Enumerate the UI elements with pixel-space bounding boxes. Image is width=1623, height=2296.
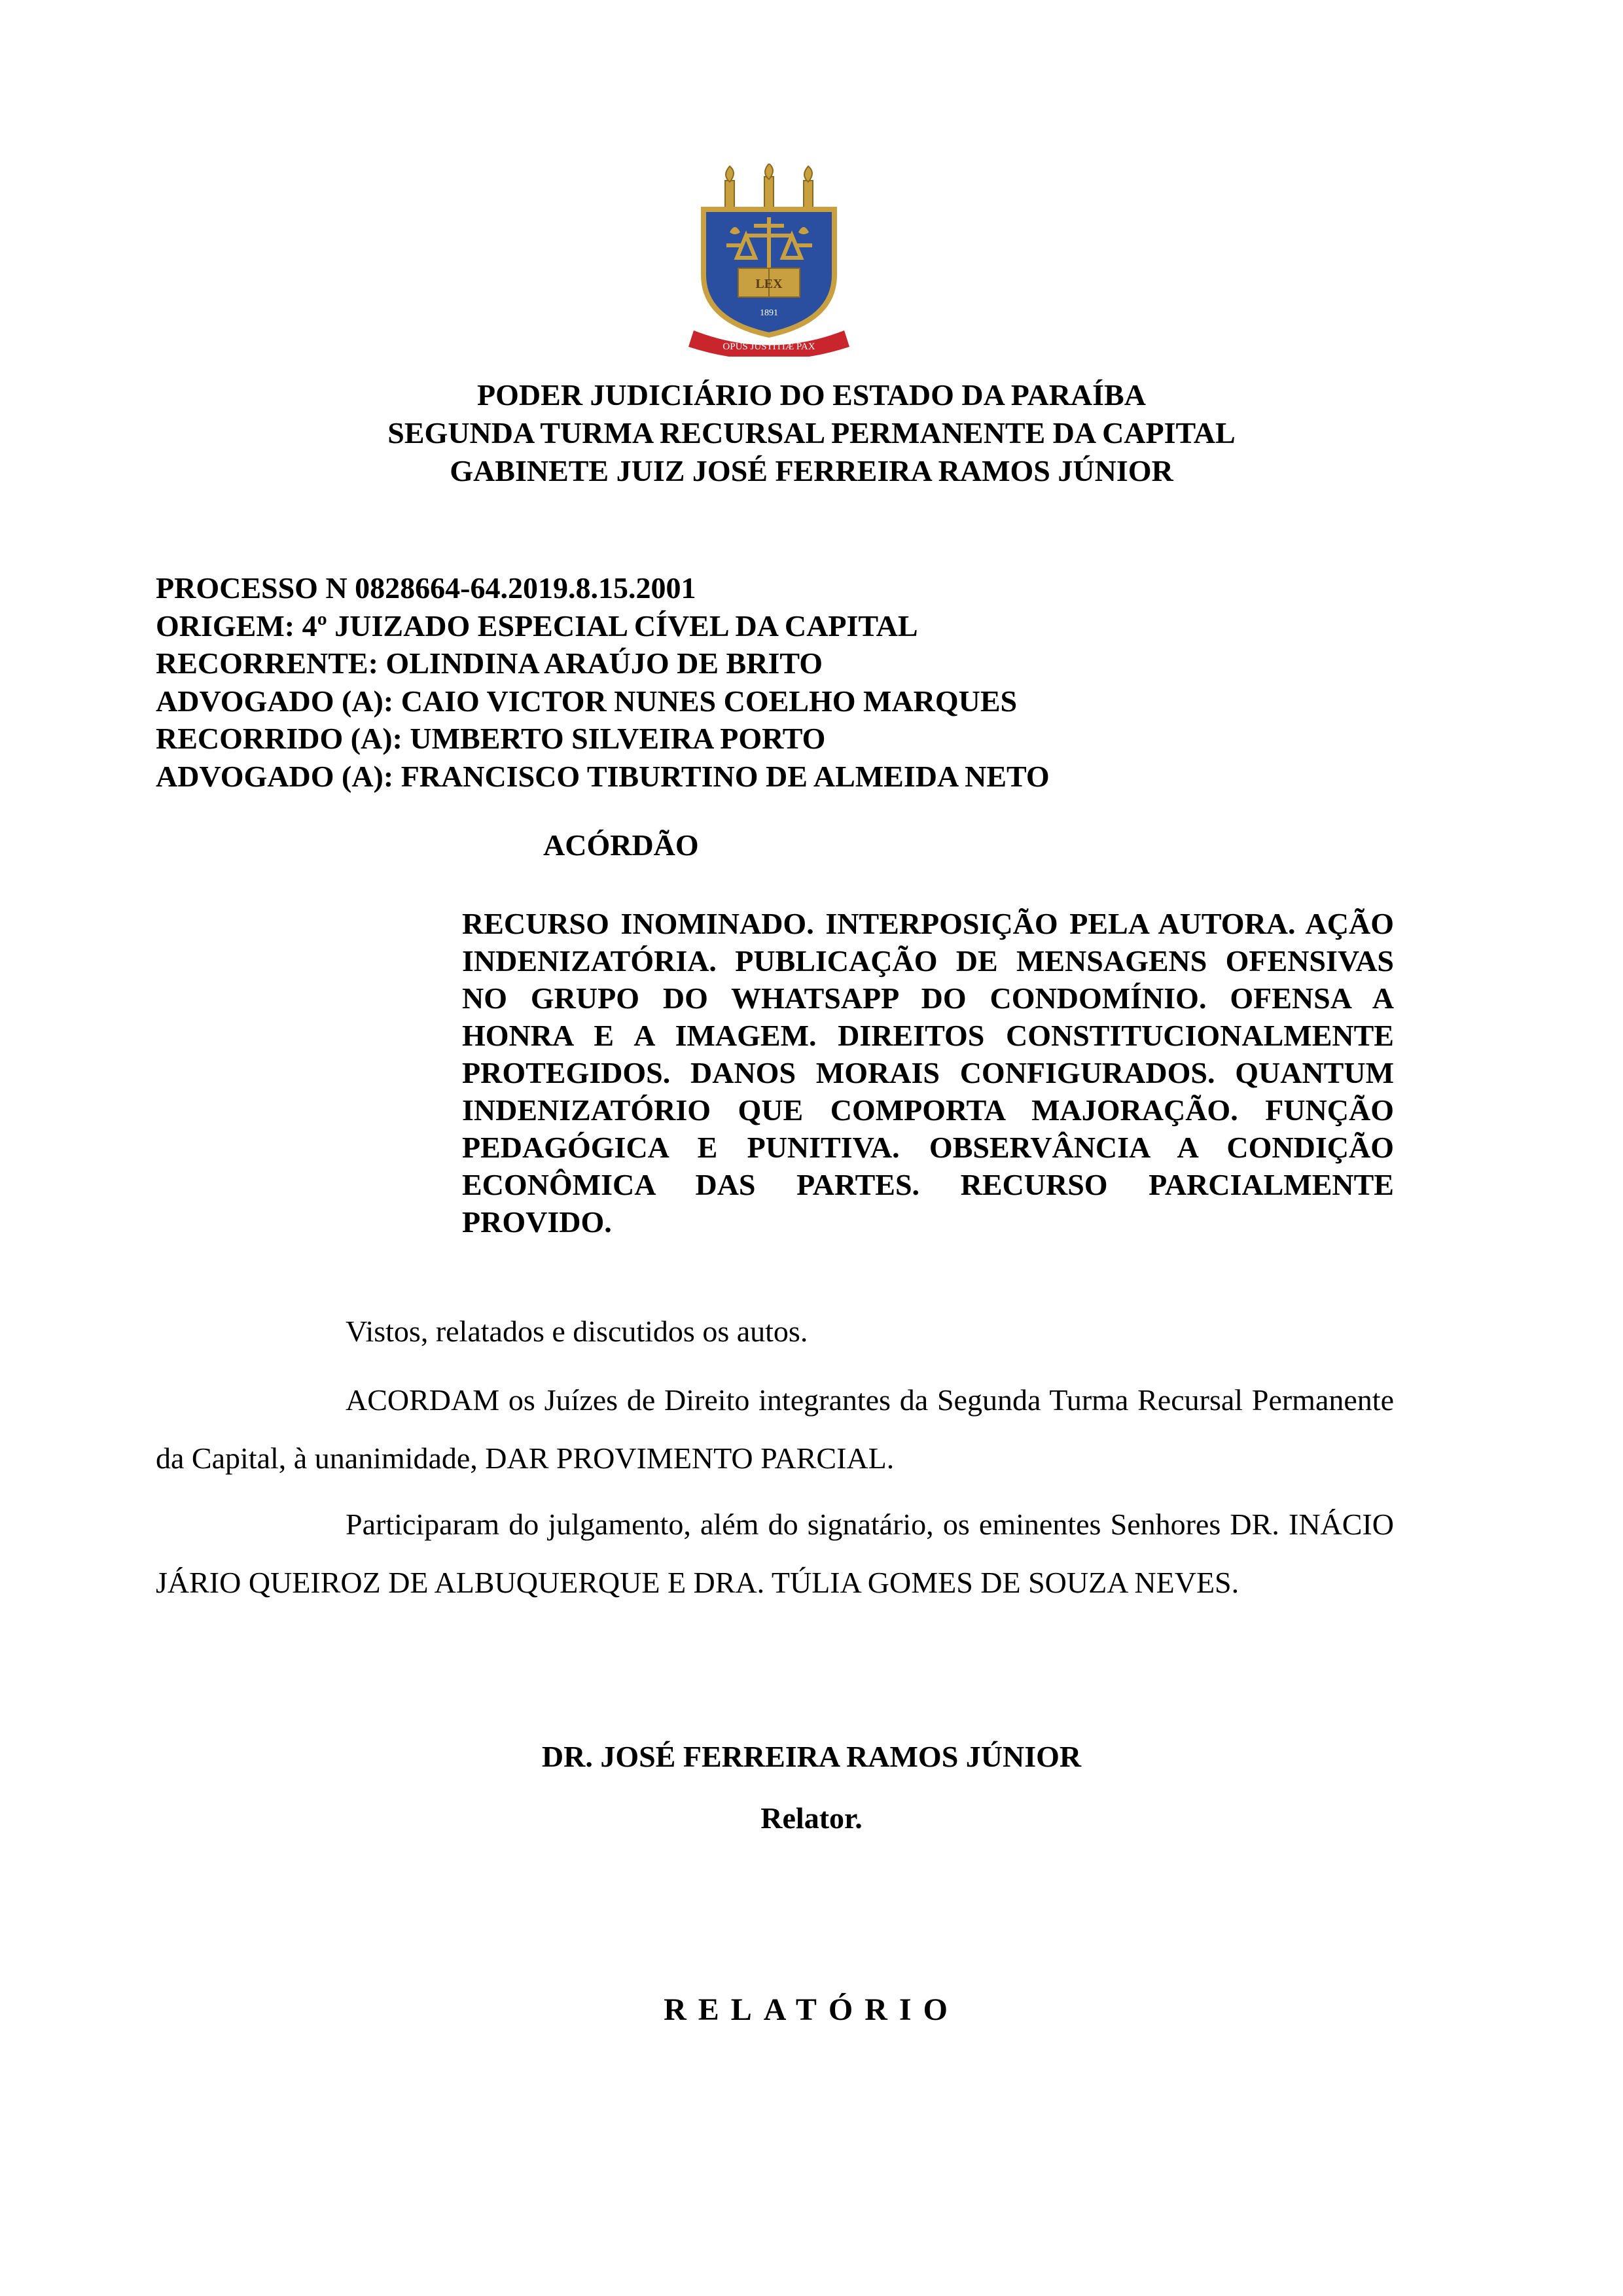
section-title-relatorio: RELATÓRIO [664,1992,959,2027]
crest-motto: OPUS JUSTITIÆ PAX [722,342,815,352]
case-origin: ORIGEM: 4º JUIZADO ESPECIAL CÍVEL DA CAPITAL [156,609,918,643]
judge-signature: DR. JOSÉ FERREIRA RAMOS JÚNIOR [541,1740,1082,1773]
case-appellee-lawyer: ADVOGADO (A): FRANCISCO TIBURTINO DE ALMEIDA NETO [156,759,1050,793]
case-appellee: RECORRIDO (A): UMBERTO SILVEIRA PORTO [156,722,826,755]
header-court-name: PODER JUDICIÁRIO DO ESTADO DA PARAÍBA [477,378,1146,412]
case-number: PROCESSO N 0828664-64.2019.8.15.2001 [156,571,696,605]
case-appellant-lawyer: ADVOGADO (A): CAIO VICTOR NUNES COELHO MARQUES [156,684,1018,718]
body-paragraph-1 [156,1302,1394,1360]
case-appellant: RECORRENTE: OLINDINA ARAÚJO DE BRITO [156,646,823,680]
crest-book-text: LEX [755,277,783,291]
crest-year: 1891 [760,308,778,318]
court-crest-logo [681,164,857,357]
ementa-summary: RECURSO INOMINADO. INTERPOSIÇÃO PELA AUTORA. AÇÃO INDENIZATÓRIA. PUBLICAÇÃO DE MENSAGENS OFENSIVAS NO GRUPO DO WHATSAPP DO CONDOMÍNIO. OFENSA A HONRA E A IMAGEM. DIREITOS CONSTITUCIONALMENTE PROTEGIDOS. DANOS MORAIS CONFIGURADOS. QUANTUM INDENIZATÓRIO QUE COMPORTA MAJORAÇÃO. FUNÇÃO PEDAGÓGICA E PUNITIVA. OBSERVÂNCIA A CONDIÇÃO ECONÔMICA DAS PARTES. RECURSO PARCIALMENTE PROVIDO. [462,907,1394,1239]
paragraph-text: Vistos, relatados e discutidos os autos. [346,1315,808,1348]
header-office: GABINETE JUIZ JOSÉ FERREIRA RAMOS JÚNIOR [450,454,1173,487]
acordao-heading: ACÓRDÃO [543,828,699,862]
body-paragraph-3 [156,1495,1394,1612]
paragraph-text: ACORDAM os Juízes de Direito integrantes da Segunda Turma Recursal Permanente da Capital, à unanimidade, DAR PROVIMENTO PARCIAL. [156,1383,1394,1475]
header-chamber: SEGUNDA TURMA RECURSAL PERMANENTE DA CAPITAL [387,416,1236,450]
body-paragraph-2 [156,1371,1394,1487]
case-metadata [156,569,1050,795]
document-header [0,376,1623,490]
paragraph-text: Participaram do julgamento, além do signatário, os eminentes Senhores DR. INÁCIO JÁRIO QUEIROZ DE ALBUQUERQUE E DRA. TÚLIA GOMES DE SOUZA NEVES. [156,1508,1394,1599]
judge-role: Relator. [760,1801,863,1835]
